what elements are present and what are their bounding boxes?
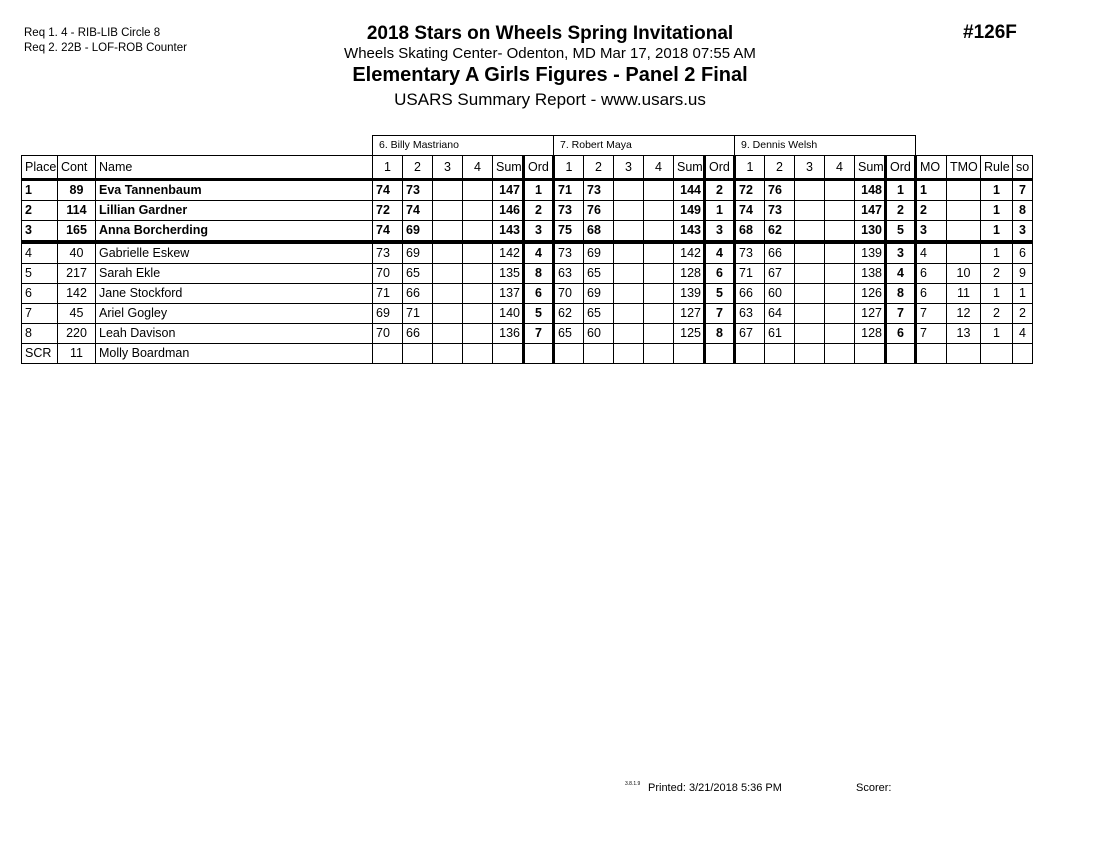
cell-mo: 7 bbox=[916, 304, 947, 324]
col-header-judge1-3: 3 bbox=[433, 156, 463, 180]
cell-score bbox=[614, 221, 644, 243]
cell-score: 60 bbox=[765, 284, 795, 304]
col-header-judge2-ord: Ord bbox=[705, 156, 735, 180]
cell-score bbox=[795, 242, 825, 264]
cell-ordinal: 8 bbox=[524, 264, 554, 284]
cell-score bbox=[463, 221, 493, 243]
cell-score: 74 bbox=[373, 221, 403, 243]
col-header-judge1-1: 1 bbox=[373, 156, 403, 180]
cell-score: 76 bbox=[765, 180, 795, 201]
cell-score: 66 bbox=[403, 324, 433, 344]
cell-place: 3 bbox=[22, 221, 58, 243]
col-header-tmo: TMO bbox=[947, 156, 981, 180]
cell-ordinal: 1 bbox=[886, 180, 916, 201]
judge-name: 7. Robert Maya bbox=[554, 136, 735, 156]
cell-sum: 143 bbox=[493, 221, 524, 243]
cell-score bbox=[433, 221, 463, 243]
cell-score: 66 bbox=[403, 284, 433, 304]
cell-score bbox=[403, 344, 433, 364]
cell-sum: 137 bbox=[493, 284, 524, 304]
cell-sum: 130 bbox=[855, 221, 886, 243]
cell-score: 73 bbox=[765, 201, 795, 221]
cell-score bbox=[463, 201, 493, 221]
cell-score bbox=[825, 284, 855, 304]
cell-skater-name: Sarah Ekle bbox=[96, 264, 373, 284]
cell-score: 71 bbox=[373, 284, 403, 304]
cell-contestant-number: 45 bbox=[58, 304, 96, 324]
cell-score bbox=[644, 324, 674, 344]
judge-name: 9. Dennis Welsh bbox=[735, 136, 916, 156]
cell-ordinal: 2 bbox=[524, 201, 554, 221]
cell-sum: 139 bbox=[674, 284, 705, 304]
table-row bbox=[22, 180, 1033, 201]
event-title: Elementary A Girls Figures - Panel 2 Final bbox=[352, 64, 748, 86]
cell-score bbox=[825, 304, 855, 324]
cell-ordinal: 1 bbox=[524, 180, 554, 201]
cell-score bbox=[795, 344, 825, 364]
cell-mo: 1 bbox=[916, 180, 947, 201]
cell-score: 69 bbox=[403, 242, 433, 264]
cell-score: 72 bbox=[735, 180, 765, 201]
col-header-so: so bbox=[1013, 156, 1033, 180]
cell-mo: 4 bbox=[916, 242, 947, 264]
column-header-row bbox=[22, 156, 1033, 180]
competition-title: 2018 Stars on Wheels Spring Invitational bbox=[366, 23, 734, 44]
cell-score bbox=[644, 264, 674, 284]
cell-ordinal: 5 bbox=[705, 284, 735, 304]
cell-score bbox=[795, 284, 825, 304]
cell-sum bbox=[674, 344, 705, 364]
cell-score: 67 bbox=[765, 264, 795, 284]
cell-score bbox=[614, 324, 644, 344]
cell-score bbox=[825, 201, 855, 221]
cell-score: 69 bbox=[584, 284, 614, 304]
cell-score: 73 bbox=[373, 242, 403, 264]
cell-score: 74 bbox=[373, 180, 403, 201]
cell-sum: 144 bbox=[674, 180, 705, 201]
cell-score: 62 bbox=[765, 221, 795, 243]
cell-so: 2 bbox=[1013, 304, 1033, 324]
judge-header-row bbox=[22, 136, 1033, 156]
cell-score bbox=[825, 324, 855, 344]
cell-score bbox=[644, 344, 674, 364]
cell-score bbox=[795, 324, 825, 344]
cell-rule: 2 bbox=[981, 304, 1013, 324]
cell-score: 71 bbox=[735, 264, 765, 284]
cell-score bbox=[795, 180, 825, 201]
cell-mo bbox=[916, 344, 947, 364]
cell-rule: 1 bbox=[981, 221, 1013, 243]
cell-score: 63 bbox=[735, 304, 765, 324]
cell-score bbox=[795, 201, 825, 221]
cell-place: SCR bbox=[22, 344, 58, 364]
cell-tmo: 12 bbox=[947, 304, 981, 324]
cell-sum: 135 bbox=[493, 264, 524, 284]
cell-mo: 7 bbox=[916, 324, 947, 344]
cell-rule: 1 bbox=[981, 284, 1013, 304]
cell-ordinal: 2 bbox=[886, 201, 916, 221]
cell-score: 73 bbox=[554, 242, 584, 264]
cell-sum: 140 bbox=[493, 304, 524, 324]
cell-sum: 147 bbox=[855, 201, 886, 221]
cell-so: 9 bbox=[1013, 264, 1033, 284]
table-row bbox=[22, 242, 1033, 264]
cell-place: 4 bbox=[22, 242, 58, 264]
cell-skater-name: Jane Stockford bbox=[96, 284, 373, 304]
cell-place: 2 bbox=[22, 201, 58, 221]
cell-rule bbox=[981, 344, 1013, 364]
cell-score bbox=[795, 264, 825, 284]
col-header-judge2-4: 4 bbox=[644, 156, 674, 180]
cell-ordinal: 4 bbox=[524, 242, 554, 264]
cell-contestant-number: 142 bbox=[58, 284, 96, 304]
cell-score bbox=[644, 201, 674, 221]
cell-score bbox=[433, 304, 463, 324]
report-title: USARS Summary Report - www.usars.us bbox=[394, 90, 706, 109]
cell-skater-name: Lillian Gardner bbox=[96, 201, 373, 221]
cell-sum: 138 bbox=[855, 264, 886, 284]
cell-score bbox=[463, 180, 493, 201]
event-number: #126F bbox=[963, 22, 1017, 43]
cell-score: 73 bbox=[735, 242, 765, 264]
col-header-judge3-sum: Sum bbox=[855, 156, 886, 180]
cell-score bbox=[463, 264, 493, 284]
cell-score bbox=[614, 304, 644, 324]
cell-score: 74 bbox=[735, 201, 765, 221]
cell-score: 70 bbox=[373, 324, 403, 344]
cell-score: 65 bbox=[584, 304, 614, 324]
cell-score bbox=[644, 180, 674, 201]
cell-ordinal bbox=[886, 344, 916, 364]
cell-sum: 127 bbox=[674, 304, 705, 324]
col-header-judge2-2: 2 bbox=[584, 156, 614, 180]
cell-score bbox=[825, 242, 855, 264]
table-row bbox=[22, 344, 1033, 364]
cell-ordinal: 5 bbox=[524, 304, 554, 324]
requirement-1: Req 1. 4 - RIB-LIB Circle 8 bbox=[24, 27, 161, 39]
cell-ordinal: 3 bbox=[524, 221, 554, 243]
cell-ordinal: 3 bbox=[705, 221, 735, 243]
cell-so: 3 bbox=[1013, 221, 1033, 243]
cell-sum: 127 bbox=[855, 304, 886, 324]
cell-tmo: 10 bbox=[947, 264, 981, 284]
cell-score: 67 bbox=[735, 324, 765, 344]
cell-score: 64 bbox=[765, 304, 795, 324]
cell-score bbox=[795, 221, 825, 243]
cell-score bbox=[614, 201, 644, 221]
cell-place: 6 bbox=[22, 284, 58, 304]
cell-score bbox=[614, 180, 644, 201]
cell-score: 70 bbox=[373, 264, 403, 284]
table-row bbox=[22, 304, 1033, 324]
cell-contestant-number: 114 bbox=[58, 201, 96, 221]
cell-score: 74 bbox=[403, 201, 433, 221]
cell-score bbox=[584, 344, 614, 364]
cell-contestant-number: 11 bbox=[58, 344, 96, 364]
cell-sum: 139 bbox=[855, 242, 886, 264]
cell-contestant-number: 165 bbox=[58, 221, 96, 243]
cell-sum: 148 bbox=[855, 180, 886, 201]
col-header-judge2-3: 3 bbox=[614, 156, 644, 180]
cell-rule: 1 bbox=[981, 201, 1013, 221]
cell-ordinal: 8 bbox=[705, 324, 735, 344]
cell-sum: 126 bbox=[855, 284, 886, 304]
cell-score: 76 bbox=[584, 201, 614, 221]
cell-ordinal: 5 bbox=[886, 221, 916, 243]
cell-sum: 149 bbox=[674, 201, 705, 221]
cell-mo: 6 bbox=[916, 284, 947, 304]
cell-sum: 142 bbox=[493, 242, 524, 264]
cell-score bbox=[644, 284, 674, 304]
cell-mo: 6 bbox=[916, 264, 947, 284]
cell-ordinal: 6 bbox=[886, 324, 916, 344]
cell-rule: 1 bbox=[981, 242, 1013, 264]
cell-skater-name: Leah Davison bbox=[96, 324, 373, 344]
cell-sum: 125 bbox=[674, 324, 705, 344]
cell-score bbox=[614, 242, 644, 264]
cell-score bbox=[433, 284, 463, 304]
cell-score bbox=[825, 180, 855, 201]
cell-score: 66 bbox=[735, 284, 765, 304]
cell-sum: 142 bbox=[674, 242, 705, 264]
cell-ordinal: 7 bbox=[524, 324, 554, 344]
cell-score bbox=[614, 344, 644, 364]
cell-rule: 2 bbox=[981, 264, 1013, 284]
cell-score bbox=[825, 264, 855, 284]
cell-score bbox=[463, 304, 493, 324]
cell-sum: 146 bbox=[493, 201, 524, 221]
results-table bbox=[21, 135, 1033, 364]
cell-score bbox=[644, 242, 674, 264]
cell-contestant-number: 220 bbox=[58, 324, 96, 344]
col-header-judge2-sum: Sum bbox=[674, 156, 705, 180]
cell-ordinal: 2 bbox=[705, 180, 735, 201]
cell-so: 8 bbox=[1013, 201, 1033, 221]
cell-rule: 1 bbox=[981, 324, 1013, 344]
col-header-judge1-2: 2 bbox=[403, 156, 433, 180]
cell-sum: 128 bbox=[855, 324, 886, 344]
cell-tmo bbox=[947, 242, 981, 264]
cell-place: 5 bbox=[22, 264, 58, 284]
cell-score bbox=[825, 221, 855, 243]
cell-score bbox=[765, 344, 795, 364]
cell-score: 63 bbox=[554, 264, 584, 284]
cell-ordinal: 1 bbox=[705, 201, 735, 221]
col-header-place: Place bbox=[22, 156, 58, 180]
cell-score: 68 bbox=[584, 221, 614, 243]
cell-so: 7 bbox=[1013, 180, 1033, 201]
cell-score bbox=[463, 324, 493, 344]
table-row bbox=[22, 324, 1033, 344]
cell-ordinal: 4 bbox=[705, 242, 735, 264]
cell-score: 71 bbox=[403, 304, 433, 324]
cell-tmo bbox=[947, 201, 981, 221]
cell-skater-name: Gabrielle Eskew bbox=[96, 242, 373, 264]
cell-score: 65 bbox=[403, 264, 433, 284]
cell-score: 65 bbox=[584, 264, 614, 284]
cell-score: 69 bbox=[373, 304, 403, 324]
cell-contestant-number: 40 bbox=[58, 242, 96, 264]
cell-contestant-number: 89 bbox=[58, 180, 96, 201]
cell-rule: 1 bbox=[981, 180, 1013, 201]
results-body bbox=[22, 180, 1033, 364]
col-header-judge1-sum: Sum bbox=[493, 156, 524, 180]
cell-score bbox=[644, 221, 674, 243]
cell-skater-name: Eva Tannenbaum bbox=[96, 180, 373, 201]
cell-score bbox=[433, 201, 463, 221]
col-header-judge1-ord: Ord bbox=[524, 156, 554, 180]
cell-score bbox=[463, 344, 493, 364]
cell-sum: 136 bbox=[493, 324, 524, 344]
cell-score bbox=[463, 284, 493, 304]
cell-ordinal bbox=[705, 344, 735, 364]
col-header-judge3-4: 4 bbox=[825, 156, 855, 180]
cell-score bbox=[735, 344, 765, 364]
cell-score bbox=[433, 344, 463, 364]
venue-line: Wheels Skating Center- Odenton, MD Mar 17, 2018 07:55 AM bbox=[344, 45, 756, 62]
cell-tmo bbox=[947, 221, 981, 243]
cell-score bbox=[614, 264, 644, 284]
col-header-rule: Rule bbox=[981, 156, 1013, 180]
requirement-2: Req 2. 22B - LOF-ROB Counter bbox=[24, 42, 187, 54]
cell-score: 75 bbox=[554, 221, 584, 243]
col-header-mo: MO bbox=[916, 156, 947, 180]
cell-skater-name: Anna Borcherding bbox=[96, 221, 373, 243]
cell-ordinal: 6 bbox=[524, 284, 554, 304]
col-header-judge3-2: 2 bbox=[765, 156, 795, 180]
cell-sum: 128 bbox=[674, 264, 705, 284]
col-header-judge3-3: 3 bbox=[795, 156, 825, 180]
cell-score bbox=[373, 344, 403, 364]
cell-score: 69 bbox=[584, 242, 614, 264]
cell-ordinal: 7 bbox=[705, 304, 735, 324]
cell-score: 69 bbox=[403, 221, 433, 243]
col-header-judge3-1: 1 bbox=[735, 156, 765, 180]
cell-skater-name: Molly Boardman bbox=[96, 344, 373, 364]
software-version: 3.8.1.9 bbox=[625, 781, 641, 787]
cell-score: 73 bbox=[584, 180, 614, 201]
cell-sum: 143 bbox=[674, 221, 705, 243]
cell-so: 1 bbox=[1013, 284, 1033, 304]
cell-ordinal: 3 bbox=[886, 242, 916, 264]
judge-name: 6. Billy Mastriano bbox=[373, 136, 554, 156]
cell-sum: 147 bbox=[493, 180, 524, 201]
cell-score bbox=[825, 344, 855, 364]
cell-score bbox=[433, 324, 463, 344]
printed-timestamp: Printed: 3/21/2018 5:36 PM bbox=[648, 782, 782, 794]
cell-score: 72 bbox=[373, 201, 403, 221]
cell-place: 8 bbox=[22, 324, 58, 344]
cell-score bbox=[433, 242, 463, 264]
cell-sum bbox=[493, 344, 524, 364]
cell-score: 61 bbox=[765, 324, 795, 344]
cell-ordinal: 4 bbox=[886, 264, 916, 284]
cell-skater-name: Ariel Gogley bbox=[96, 304, 373, 324]
table-row bbox=[22, 221, 1033, 243]
cell-tmo: 13 bbox=[947, 324, 981, 344]
cell-score: 73 bbox=[403, 180, 433, 201]
col-header-cont: Cont bbox=[58, 156, 96, 180]
cell-score: 65 bbox=[554, 324, 584, 344]
cell-ordinal: 6 bbox=[705, 264, 735, 284]
cell-score: 68 bbox=[735, 221, 765, 243]
cell-ordinal bbox=[524, 344, 554, 364]
cell-tmo bbox=[947, 344, 981, 364]
col-header-judge1-4: 4 bbox=[463, 156, 493, 180]
cell-score bbox=[614, 284, 644, 304]
cell-ordinal: 8 bbox=[886, 284, 916, 304]
cell-score: 71 bbox=[554, 180, 584, 201]
cell-tmo: 11 bbox=[947, 284, 981, 304]
cell-so: 4 bbox=[1013, 324, 1033, 344]
cell-place: 1 bbox=[22, 180, 58, 201]
cell-place: 7 bbox=[22, 304, 58, 324]
cell-so bbox=[1013, 344, 1033, 364]
cell-score bbox=[554, 344, 584, 364]
col-header-name: Name bbox=[96, 156, 373, 180]
cell-score bbox=[644, 304, 674, 324]
cell-sum bbox=[855, 344, 886, 364]
col-header-judge3-ord: Ord bbox=[886, 156, 916, 180]
cell-score bbox=[433, 180, 463, 201]
cell-score: 62 bbox=[554, 304, 584, 324]
table-row bbox=[22, 201, 1033, 221]
cell-so: 6 bbox=[1013, 242, 1033, 264]
table-row bbox=[22, 284, 1033, 304]
cell-score bbox=[795, 304, 825, 324]
cell-score: 66 bbox=[765, 242, 795, 264]
cell-mo: 3 bbox=[916, 221, 947, 243]
cell-score bbox=[463, 242, 493, 264]
cell-score: 73 bbox=[554, 201, 584, 221]
scorer-label: Scorer: bbox=[856, 782, 892, 794]
cell-contestant-number: 217 bbox=[58, 264, 96, 284]
col-header-judge2-1: 1 bbox=[554, 156, 584, 180]
cell-score: 70 bbox=[554, 284, 584, 304]
cell-score bbox=[433, 264, 463, 284]
table-row bbox=[22, 264, 1033, 284]
cell-ordinal: 7 bbox=[886, 304, 916, 324]
cell-score: 60 bbox=[584, 324, 614, 344]
cell-tmo bbox=[947, 180, 981, 201]
cell-mo: 2 bbox=[916, 201, 947, 221]
